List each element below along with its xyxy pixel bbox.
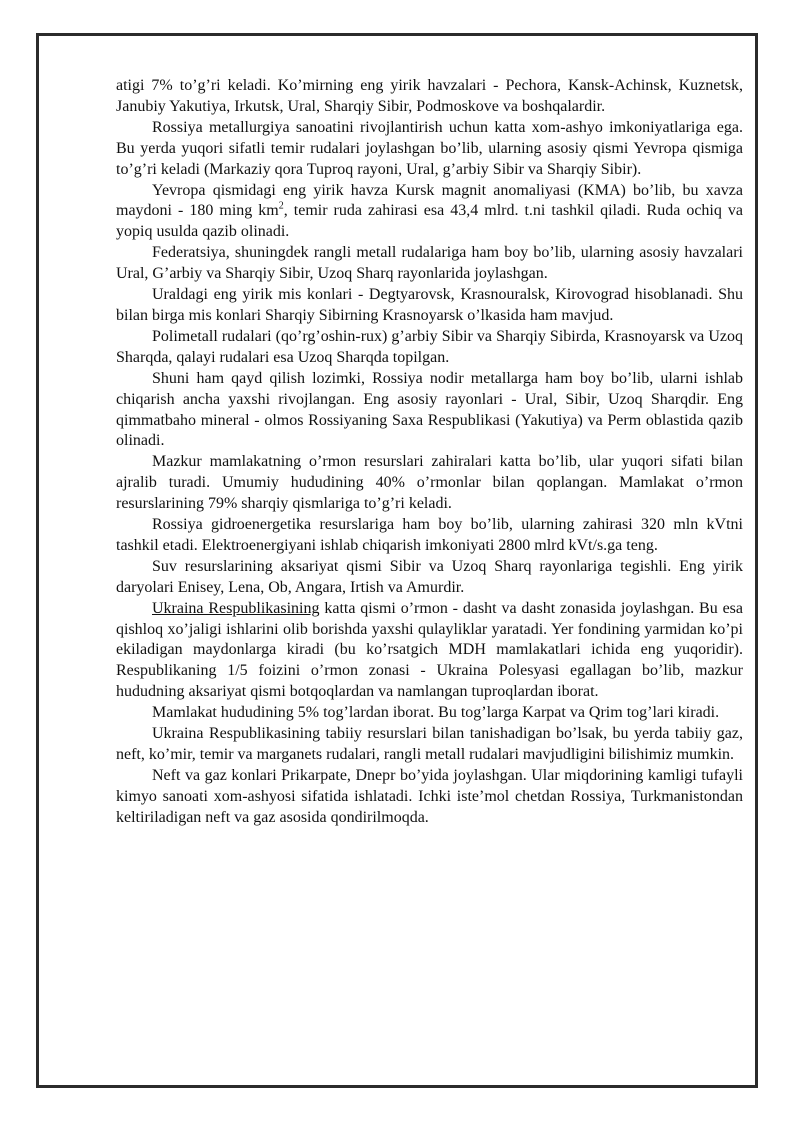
paragraph-rare-metals: Shuni ham qayd qilish lozimki, Rossiya nodir metallarga ham boy bo’lib, ularni ishlab chiqarish ancha yaxshi rivojlangan. Eng asosiy rayonlari - Ural, Sibir, Uzoq Sharqdir. Eng qimmatbaho mineral - olmos Rossiyaning Saxa Respublikasi (Yakutiya) va Perm oblastida qazib olinadi.: [116, 369, 743, 450]
kma-text-before: Yevropa qismidagi eng yirik havza Kursk magnit anomaliyasi (KMA) bo’lib, bu xavza maydoni - 180 ming km: [116, 181, 743, 220]
paragraph-copper: Uraldagi eng yirik mis konlari - Degtyarovsk, Krasnouralsk, Kirovograd hisoblanadi. Shu bilan birga mis konlari Sharqiy Sibirning Krasnoyarsk o’lkasida ham mavjud.: [116, 286, 743, 324]
paragraph-mountains: Mamlakat hududining 5% tog’lardan iborat. Bu tog’larga Karpat va Qrim tog’lari kiradi.: [152, 704, 720, 722]
kma-text-after: , temir ruda zahirasi esa 43,4 mlrd. t.ni tashkil qiladi. Ruda ochiq va yopiq usulda qazib olinadi.: [116, 202, 744, 241]
paragraph-coal-basins: atigi 7% to’g’ri keladi. Ko’mirning eng yirik havzalari - Pechora, Kansk-Achinsk, Kuznetsk, Janubiy Yakutiya, Irkutsk, Ural, Sharqiy Sibir, Podmoskove va boshqalardir.: [116, 77, 743, 115]
paragraph-forest: Mazkur mamlakatning o’rmon resurslari zahiralari katta bo’lib, ular yuqori sifati bilan ajralib turadi. Umumiy hududining 40% o’rmonlar bilan qoplangan. Mamlakat o’rmon resurslarining 79% sharqiy qismlariga to’g’ri keladi.: [116, 453, 743, 513]
paragraph-oil-gas: Neft va gaz konlari Prikarpate, Dnepr bo’yida joylashgan. Ular miqdorining kamligi tufayli kimyo sanoati xom-ashyosi sifatida ishlatadi. Ichki iste’mol chetdan Rossiya, Turkmanistondan keltiriladigan neft va gaz asosida qondirilmoqda.: [116, 766, 743, 826]
paragraph-nonferrous: Federatsiya, shuningdek rangli metall rudalariga ham boy bo’lib, ularning asosiy havzalari Ural, G’arbiy va Sharqiy Sibir, Uzoq Sharq rayonlarida joylashgan.: [116, 244, 743, 283]
paragraph-kma: [116, 181, 743, 244]
paragraph-water: Suv resurslarining aksariyat qismi Sibir va Uzoq Sharq rayonlariga tegishli. Eng yirik daryolari Enisey, Lena, Ob, Angara, Irtish va Amurdir.: [116, 557, 743, 596]
paragraph-ukraine: [116, 599, 743, 704]
superscript-2: 2: [278, 201, 284, 213]
ukraine-underlined-heading: Ukraina Respublikasining: [152, 599, 320, 617]
paragraph-hydro: Rossiya gidroenergetika resurslariga ham boy bo’lib, ularning zahirasi 320 mln kVtni tashkil etadi. Elektroenergiyani ishlab chiqarish imkoniyati 2800 mlrd kVt/s.ga teng.: [116, 516, 743, 554]
document-body: [116, 76, 743, 829]
ukraine-text: katta qismi o’rmon - dasht va dasht zonasida joylashgan. Bu esa qishloq xo’jaligi ishlarini olib borishda yaxshi qulayliklar yaratadi. Yer fondining yarmidan ko’pi ekiladigan maydonlarga kiradi (bu ko’rsatgich MDH mamlakatlari ichida eng yuqoridir). Respublikaning 1/5 foizini o’rmon zonasi - Ukraina Polesyasi egallagan bo’lib, mazkur hududning aksariyat qismi botqoqlardan va namlangan tuproqlardan iborat.: [116, 599, 743, 701]
paragraph-metallurgy: Rossiya metallurgiya sanoatini rivojlantirish uchun katta xom-ashyo imkoniyatlariga ega. Bu yerda yuqori sifatli temir rudalari joylashgan bo’lib, ularning asosiy qismi Yevropa qismiga to’g’ri keladi (Markaziy qora Tuproq rayoni, Ural, g’arbiy Sibir va Sharqiy Sibir).: [116, 118, 743, 178]
paragraph-polymetal: Polimetall rudalari (qo’rg’oshin-rux) g’arbiy Sibir va Sharqiy Sibirda, Krasnoyarsk va Uzoq Sharqda, qalayi rudalari esa Uzoq Sharqda topilgan.: [116, 327, 743, 366]
paragraph-ukraine-resources: Ukraina Respublikasining tabiiy resurslari bilan tanishadigan bo’lsak, bu yerda tabiiy gaz, neft, ko’mir, temir va marganets rudalari, rangli metall rudalari mavjudligini bilishimiz mumkin.: [116, 725, 743, 763]
